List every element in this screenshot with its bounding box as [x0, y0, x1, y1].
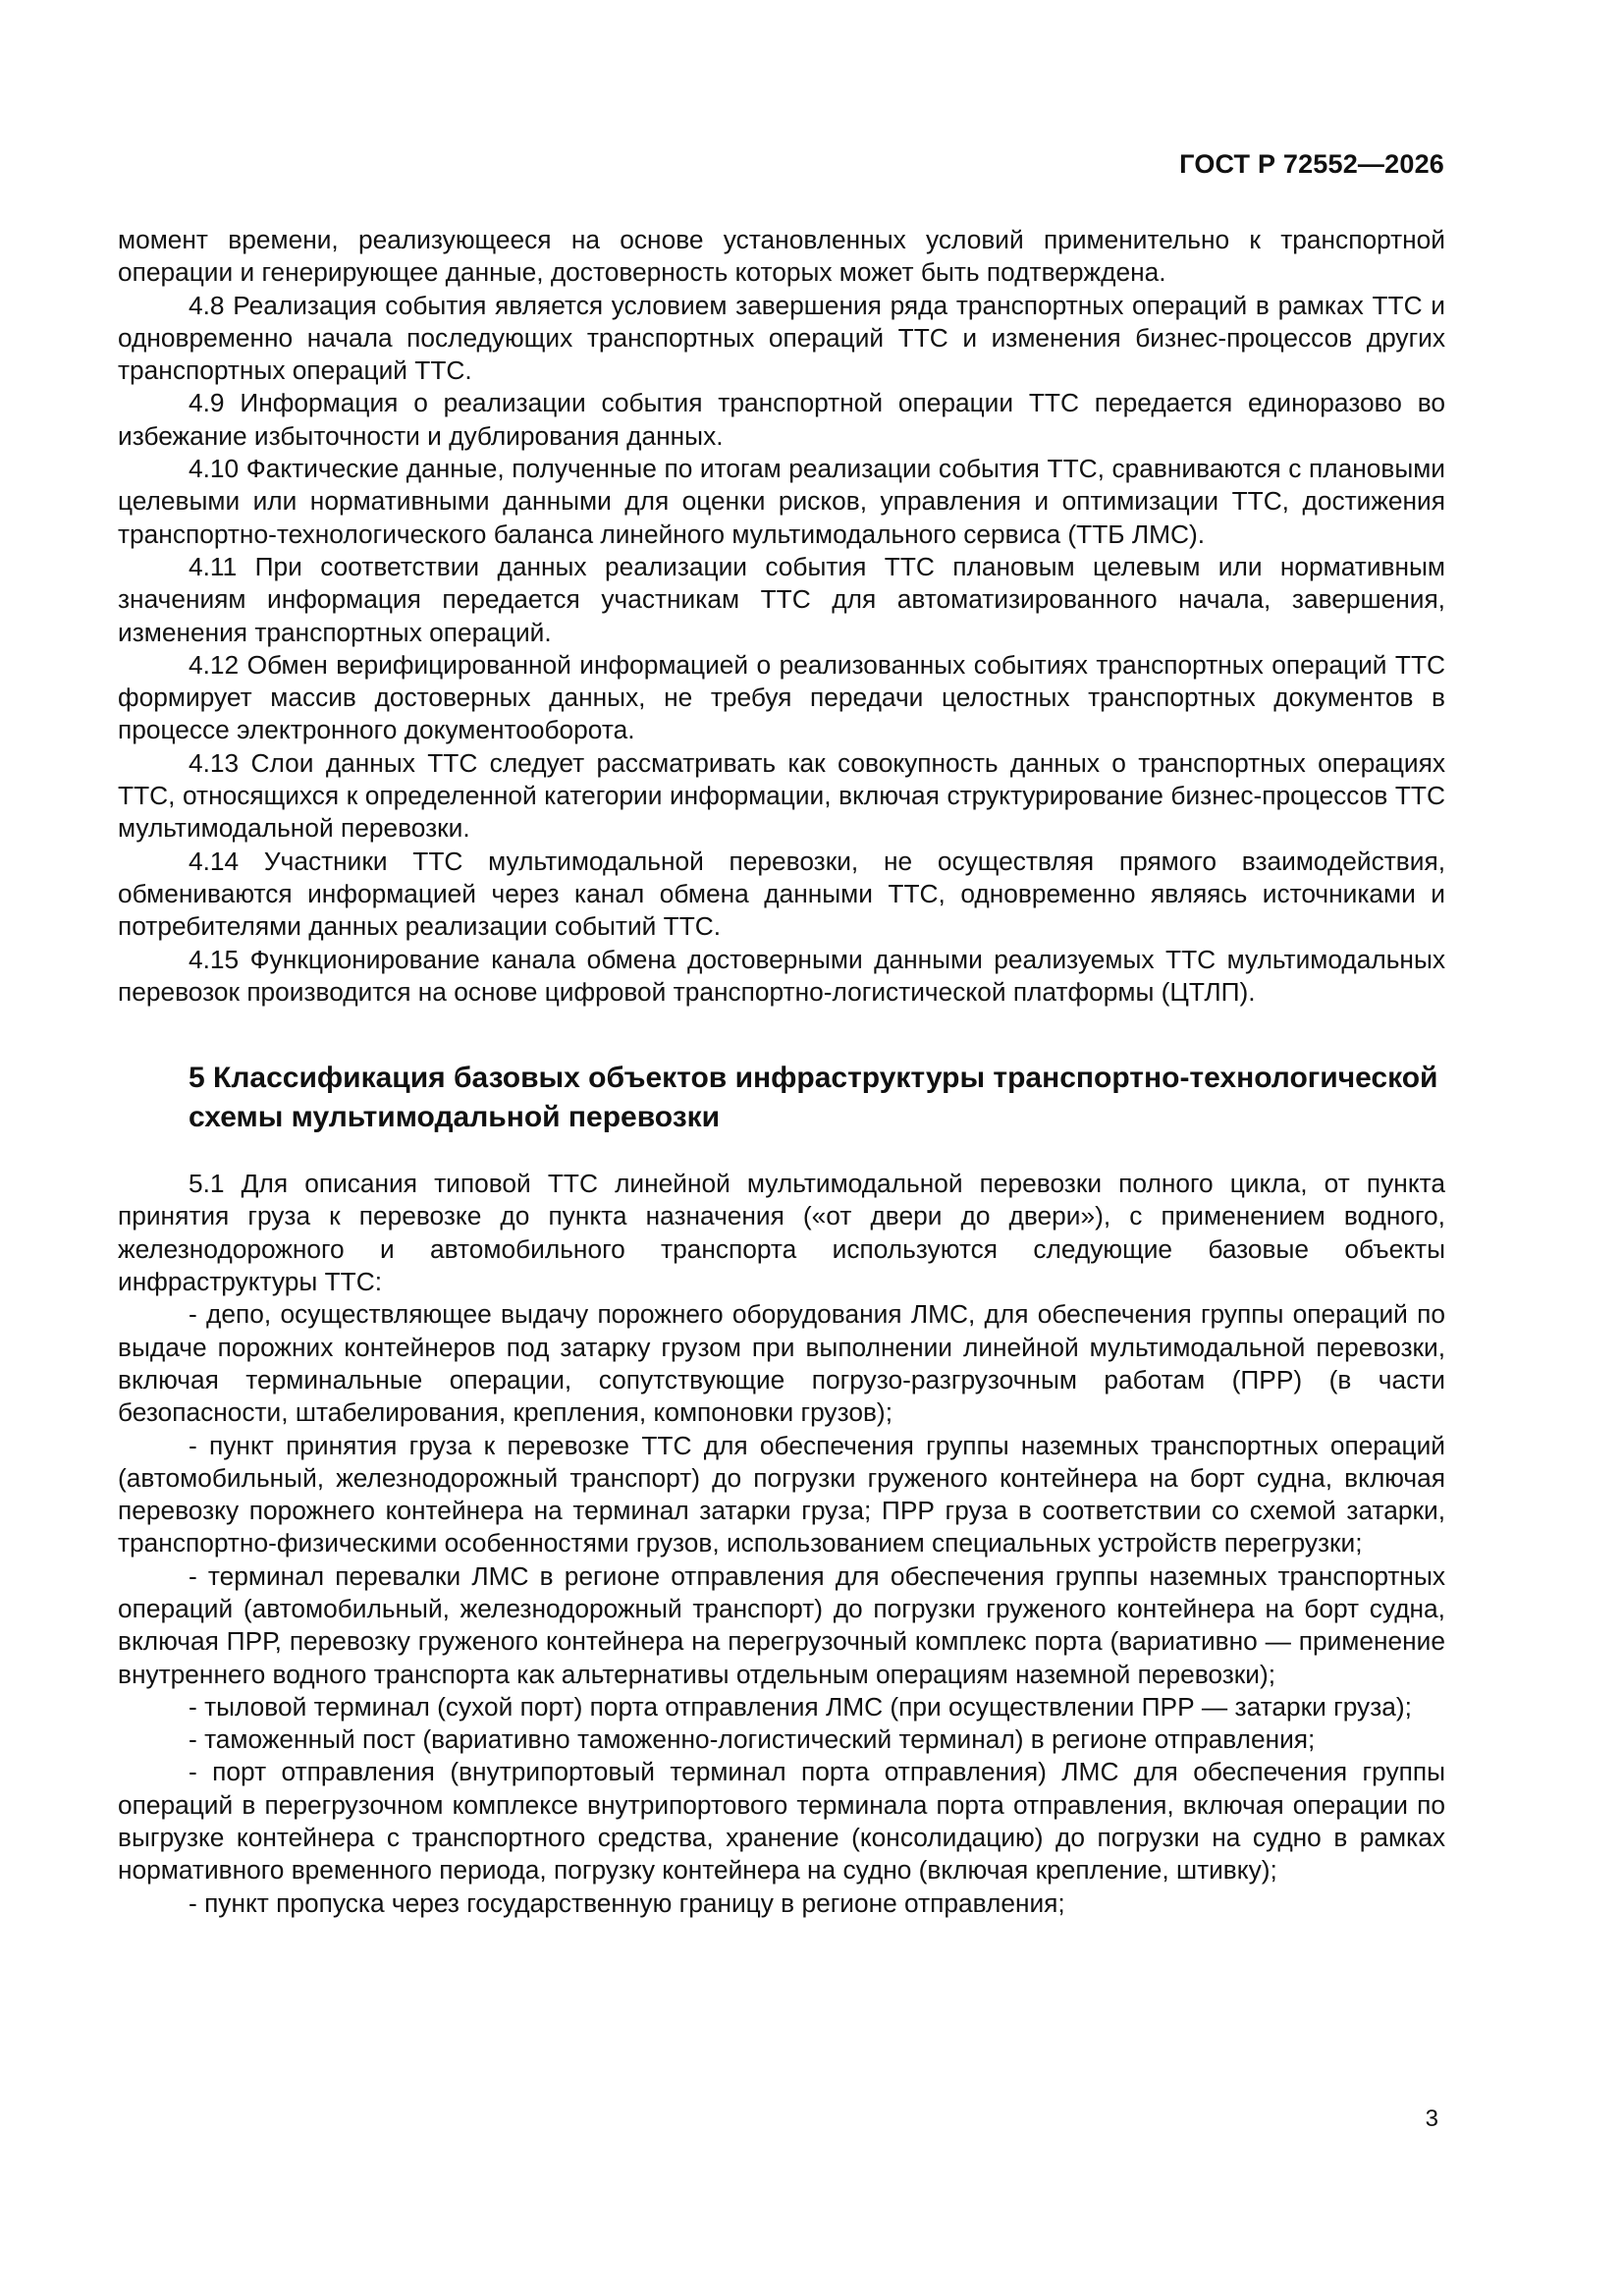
- clause-5-paragraphs: [118, 1168, 1445, 1920]
- paragraph: 4.12 Обмен верифицированной информацией о реализованных событиях транспортных операций ТТС формирует массив достоверных данных, не требуя передачи целостных транспортных документов в процессе электронного документооборота.: [118, 649, 1445, 745]
- paragraph: 4.11 При соответствии данных реализации события ТТС плановым целевым или нормативным значениям информация передается участникам ТТС для автоматизированного начала, завершения, изменения транспортных операций.: [118, 551, 1445, 647]
- paragraph: 4.13 Слои данных ТТС следует рассматривать как совокупность данных о транспортных операциях ТТС, относящихся к определенной категории информации, включая структурирование бизнес-процессов ТТС мультимодальной перевозки.: [118, 747, 1445, 844]
- paragraph: 5.1 Для описания типовой ТТС линейной мультимодальной перевозки полного цикла, от пункта принятия груза к перевозке до пункта назначения («от двери до двери»), с применением водного, железнодорожного и автомобильного транспорта используются следующие базовые объекты инфраструктуры ТТС:: [118, 1169, 1445, 1297]
- paragraph: - тыловой терминал (сухой порт) порта отправления ЛМС (при осуществлении ПРР — затарки груза);: [189, 1691, 1412, 1722]
- paragraph: момент времени, реализующееся на основе установленных условий применительно к транспортной операции и генерирующее данные, достоверность которых может быть подтверждена.: [118, 225, 1445, 288]
- page-number: 3: [1425, 2105, 1438, 2132]
- section-5-heading: 5 Классификация базовых объектов инфраструктуры транспортно-технологической схемы мультимодальной перевозки: [189, 1062, 1438, 1134]
- paragraph: 4.8 Реализация события является условием завершения ряда транспортных операций в рамках ТТС и одновременно начала последующих транспортных операций ТТС и изменения бизнес-процессов других транспортных операций ТТС.: [118, 290, 1445, 386]
- paragraph: - пункт принятия груза к перевозке ТТС для обеспечения группы наземных транспортных операций (автомобильный, железнодорожный транспорт) до погрузки груженого контейнера на борт судна, включая перевозку порожнего контейнера на терминал затарки груза; ПРР груза в соответствии со схемой затарки, транспортно-физическими особенностями грузов, использованием специальных устройств перегрузки;: [118, 1430, 1445, 1558]
- paragraph: - таможенный пост (вариативно таможенно-логистический терминал) в регионе отправления;: [189, 1724, 1316, 1755]
- paragraph: - терминал перевалки ЛМС в регионе отправления для обеспечения группы наземных транспортных операций (автомобильный, железнодорожный транспорт) до погрузки груженого контейнера на борт судна, включая ПРР, перевозку груженого контейнера на перегрузочный комплекс порта (вариативно — применение внутреннего водного транспорта как альтернативы отдельным операциям наземной перевозки);: [118, 1560, 1445, 1689]
- paragraph: 4.15 Функционирование канала обмена достоверными данными реализуемых ТТС мультимодальных перевозок производится на основе цифровой транспортно-логистической платформы (ЦТЛП).: [118, 944, 1445, 1007]
- paragraph: - порт отправления (внутрипортовый терминал порта отправления) ЛМС для обеспечения группы операций в перегрузочном комплексе внутрипортового терминала порта отправления, включая операции по выгрузке контейнера с транспортного средства, хранение (консолидацию) до погрузки на судно в рамках нормативного временного периода, погрузку контейнера на судно (включая крепление, штивку);: [118, 1757, 1445, 1886]
- paragraph: 4.14 Участники ТТС мультимодальной перевозки, не осуществляя прямого взаимодействия, обмениваются информацией через канал обмена данными ТТС, одновременно являясь источниками и потребителями данных реализации событий ТТС.: [118, 846, 1445, 942]
- document-body: [118, 224, 1445, 1920]
- paragraph: - депо, осуществляющее выдачу порожнего оборудования ЛМС, для обеспечения группы операций по выдаче порожних контейнеров под затарку грузом при выполнении линейной мультимодальной перевозки, включая терминальные операции, сопутствующие погрузо-разгрузочным работам (ПРР) (в части безопасности, штабелирования, крепления, компоновки грузов);: [118, 1299, 1445, 1428]
- document-header-id: ГОСТ Р 72552—2026: [1179, 149, 1444, 179]
- paragraph: - пункт пропуска через государственную границу в регионе отправления;: [189, 1887, 1065, 1918]
- paragraph: 4.9 Информация о реализации события транспортной операции ТТС передается единоразово во избежание избыточности и дублирования данных.: [118, 388, 1445, 451]
- clause-4-paragraphs: [118, 224, 1445, 1009]
- paragraph: 4.10 Фактические данные, полученные по итогам реализации события ТТС, сравниваются с плановыми целевыми или нормативными данными для оценки рисков, управления и оптимизации ТТС, достижения транспортно-технологического баланса линейного мультимодального сервиса (ТТБ ЛМС).: [118, 454, 1445, 549]
